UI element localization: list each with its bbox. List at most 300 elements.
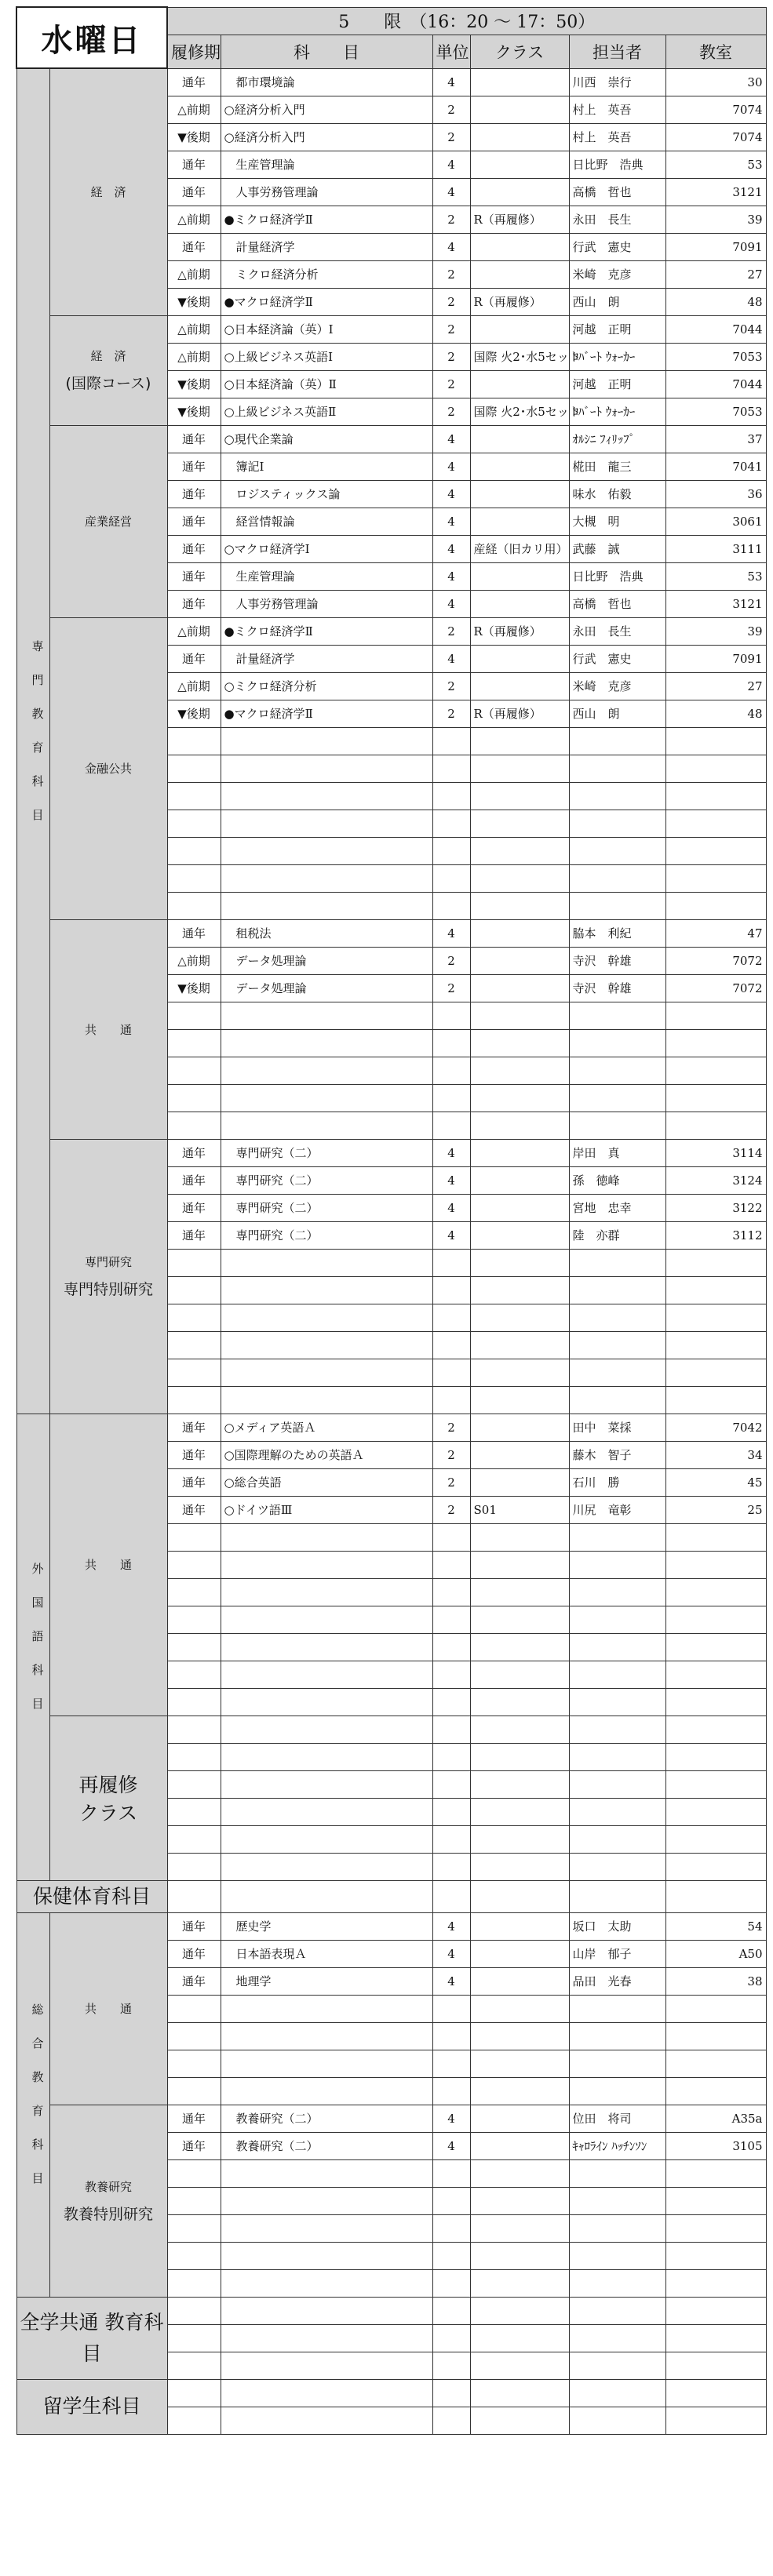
cell-teacher: ｵﾙｼﾆ ﾌｨﾘｯﾌﾟ [569, 425, 665, 453]
cell-class [470, 1386, 569, 1414]
course-row [16, 1139, 766, 1166]
cell-class [470, 1940, 569, 1967]
cell-room: 7091 [665, 645, 766, 672]
cell-term [167, 1606, 221, 1633]
cell-term: 通年 [167, 562, 221, 590]
cell-class: 国際 火2･水5セット [470, 343, 569, 370]
cell-credits: 2 [432, 1496, 470, 1523]
cell-credits: 2 [432, 343, 470, 370]
cell-class: 産経（旧カリ用） [470, 535, 569, 562]
cell-room [665, 1276, 766, 1304]
cell-credits [432, 1002, 470, 1029]
cell-class [470, 1967, 569, 1995]
cell-subject [221, 755, 432, 782]
cell-class [470, 1166, 569, 1194]
cell-teacher [569, 1770, 665, 1798]
cell-subject [221, 1578, 432, 1606]
category-label: 総合教育科目 [30, 2003, 45, 2206]
section-title-text: 共 通 [84, 2002, 132, 2016]
cell-room [665, 2269, 766, 2297]
section-title-text: 専門研究 [84, 1255, 132, 1269]
cell-term: △前期 [167, 315, 221, 343]
cell-credits [432, 810, 470, 837]
cell-teacher [569, 2379, 665, 2407]
cell-class [470, 1633, 569, 1661]
cell-class [470, 453, 569, 480]
cell-credits: 2 [432, 206, 470, 233]
cell-credits: 4 [432, 645, 470, 672]
cell-subject: 人事労務管理論 [221, 590, 432, 617]
cell-credits [432, 864, 470, 892]
empty-row [16, 1716, 766, 1743]
cell-term [167, 1551, 221, 1578]
cell-teacher: 永田 長生 [569, 617, 665, 645]
cell-class [470, 260, 569, 288]
cell-room: 25 [665, 1496, 766, 1523]
cell-subject: ○マクロ経済学Ⅰ [221, 535, 432, 562]
cell-term [167, 1304, 221, 1331]
cell-term [167, 1249, 221, 1276]
cell-term: 通年 [167, 1441, 221, 1468]
cell-class [470, 1139, 569, 1166]
cell-term [167, 1084, 221, 1112]
cell-class [470, 1249, 569, 1276]
cell-class [470, 2269, 569, 2297]
section-title [49, 1912, 167, 2105]
cell-class [470, 480, 569, 508]
cell-room [665, 1002, 766, 1029]
category-zengaku: 全学共通 教育科目 [16, 2297, 167, 2379]
cell-subject: ●ミクロ経済学Ⅱ [221, 206, 432, 233]
cell-credits: 4 [432, 2132, 470, 2159]
cell-subject [221, 1029, 432, 1057]
cell-subject [221, 1995, 432, 2022]
cell-class [470, 96, 569, 123]
cell-subject [221, 2077, 432, 2105]
cell-teacher [569, 1276, 665, 1304]
cell-room [665, 1880, 766, 1912]
cell-subject: 都市環境論 [221, 68, 432, 96]
cell-subject [221, 2324, 432, 2352]
cell-class [470, 1468, 569, 1496]
cell-class [470, 2352, 569, 2379]
cell-teacher: 河越 正明 [569, 315, 665, 343]
cell-term [167, 1578, 221, 1606]
cell-credits [432, 1276, 470, 1304]
cell-term [167, 1029, 221, 1057]
cell-credits: 2 [432, 1441, 470, 1468]
cell-subject [221, 2187, 432, 2214]
cell-subject: 教養研究（二） [221, 2105, 432, 2132]
cell-term [167, 2407, 221, 2434]
cell-term [167, 2050, 221, 2077]
cell-credits [432, 1304, 470, 1331]
cell-room: 3124 [665, 1166, 766, 1194]
cell-subject [221, 1276, 432, 1304]
cell-subject: 簿記Ⅰ [221, 453, 432, 480]
cell-subject: データ処理論 [221, 974, 432, 1002]
cell-subject: ミクロ経済分析 [221, 260, 432, 288]
cell-room: A50 [665, 1940, 766, 1967]
cell-credits [432, 1029, 470, 1057]
cell-class [470, 645, 569, 672]
course-row [16, 1912, 766, 1940]
cell-credits [432, 1606, 470, 1633]
cell-room [665, 1995, 766, 2022]
cell-room [665, 1057, 766, 1084]
cell-room [665, 2379, 766, 2407]
cell-teacher [569, 1002, 665, 1029]
cell-class [470, 892, 569, 919]
cell-teacher [569, 1606, 665, 1633]
cell-room [665, 782, 766, 810]
cell-term [167, 1331, 221, 1359]
cell-credits: 4 [432, 68, 470, 96]
section-title [49, 2105, 167, 2297]
cell-class [470, 178, 569, 206]
cell-term [167, 1880, 221, 1912]
cell-teacher: 藤木 智子 [569, 1441, 665, 1468]
cell-term: 通年 [167, 1496, 221, 1523]
cell-subject [221, 1551, 432, 1578]
cell-term [167, 1523, 221, 1551]
cell-class: R（再履修） [470, 617, 569, 645]
cell-class [470, 2379, 569, 2407]
cell-term: △前期 [167, 96, 221, 123]
header-class: クラス [470, 35, 569, 68]
cell-teacher: 陸 亦群 [569, 1221, 665, 1249]
cell-credits [432, 2187, 470, 2214]
cell-room [665, 1386, 766, 1414]
cell-subject: 計量経済学 [221, 645, 432, 672]
cell-class [470, 123, 569, 151]
cell-credits: 4 [432, 453, 470, 480]
cell-room: 37 [665, 425, 766, 453]
cell-class [470, 1770, 569, 1798]
cell-class [470, 810, 569, 837]
cell-room [665, 1551, 766, 1578]
cell-teacher [569, 1633, 665, 1661]
empty-row [16, 2297, 766, 2324]
cell-teacher [569, 1880, 665, 1912]
cell-subject: ○日本経済論（英）Ⅱ [221, 370, 432, 398]
cell-room [665, 1743, 766, 1770]
cell-subject: ○経済分析入門 [221, 96, 432, 123]
cell-term: 通年 [167, 1166, 221, 1194]
cell-class [470, 1359, 569, 1386]
cell-subject: 計量経済学 [221, 233, 432, 260]
cell-term [167, 1633, 221, 1661]
section-title [49, 1414, 167, 1716]
cell-subject [221, 2214, 432, 2242]
cell-credits [432, 2407, 470, 2434]
cell-teacher: 西山 朗 [569, 700, 665, 727]
course-row [16, 1414, 766, 1441]
cell-room: 3121 [665, 590, 766, 617]
cell-teacher [569, 2297, 665, 2324]
cell-subject [221, 2407, 432, 2434]
cell-credits [432, 1633, 470, 1661]
cell-subject: ○上級ビジネス英語Ⅱ [221, 398, 432, 425]
cell-term: 通年 [167, 535, 221, 562]
cell-room [665, 1523, 766, 1551]
section-title-text: 再履修 クラス [78, 1774, 138, 1825]
cell-teacher [569, 1112, 665, 1139]
cell-room [665, 864, 766, 892]
cell-term [167, 1798, 221, 1825]
cell-subject [221, 1633, 432, 1661]
cell-room: 7041 [665, 453, 766, 480]
cell-term [167, 2242, 221, 2269]
cell-teacher: 岸田 真 [569, 1139, 665, 1166]
cell-teacher [569, 1661, 665, 1688]
cell-term: 通年 [167, 68, 221, 96]
cell-term: ▼後期 [167, 370, 221, 398]
cell-room [665, 1633, 766, 1661]
cell-room [665, 1853, 766, 1880]
section-title-text: 教養研究 [84, 2179, 132, 2194]
cell-term [167, 2379, 221, 2407]
cell-subject: ロジスティックス論 [221, 480, 432, 508]
cell-term: 通年 [167, 2105, 221, 2132]
cell-subject: ○上級ビジネス英語Ⅰ [221, 343, 432, 370]
cell-term: 通年 [167, 1967, 221, 1995]
cell-term: 通年 [167, 480, 221, 508]
cell-teacher: 孫 徳峰 [569, 1166, 665, 1194]
cell-credits [432, 1743, 470, 1770]
cell-class [470, 1880, 569, 1912]
cell-room [665, 2022, 766, 2050]
cell-teacher [569, 1688, 665, 1716]
cell-term [167, 2214, 221, 2242]
cell-room [665, 1716, 766, 1743]
cell-room: A35a [665, 2105, 766, 2132]
cell-class: R（再履修） [470, 206, 569, 233]
cell-teacher [569, 2050, 665, 2077]
cell-subject: ○メディア英語Ａ [221, 1414, 432, 1441]
cell-term [167, 1995, 221, 2022]
cell-room [665, 892, 766, 919]
cell-class [470, 233, 569, 260]
header-credits: 単位 [432, 35, 470, 68]
cell-teacher: 田中 菜採 [569, 1414, 665, 1441]
cell-class [470, 947, 569, 974]
cell-subject: ●マクロ経済学Ⅱ [221, 700, 432, 727]
cell-room [665, 1249, 766, 1276]
cell-subject [221, 1331, 432, 1359]
cell-teacher: 高橋 哲也 [569, 178, 665, 206]
cell-term [167, 2324, 221, 2352]
cell-credits: 4 [432, 1940, 470, 1967]
cell-term [167, 2077, 221, 2105]
cell-teacher: 宮地 忠幸 [569, 1194, 665, 1221]
cell-subject [221, 1523, 432, 1551]
cell-room [665, 2242, 766, 2269]
cell-credits [432, 2159, 470, 2187]
cell-term [167, 1661, 221, 1688]
cell-room [665, 1688, 766, 1716]
cell-teacher [569, 1798, 665, 1825]
cell-room: 27 [665, 260, 766, 288]
cell-credits [432, 837, 470, 864]
cell-class [470, 2407, 569, 2434]
cell-credits [432, 1995, 470, 2022]
cell-class [470, 1661, 569, 1688]
cell-room [665, 1112, 766, 1139]
cell-credits [432, 1716, 470, 1743]
category-sogo [16, 1912, 49, 2297]
cell-room: 7053 [665, 398, 766, 425]
section-title-text: 経 済 [90, 185, 126, 200]
cell-credits [432, 1798, 470, 1825]
cell-credits: 2 [432, 974, 470, 1002]
cell-teacher [569, 837, 665, 864]
cell-subject [221, 2379, 432, 2407]
cell-term: 通年 [167, 1414, 221, 1441]
cell-credits: 2 [432, 700, 470, 727]
cell-subject: 生産管理論 [221, 151, 432, 178]
cell-subject: 租税法 [221, 919, 432, 947]
header-room: 教室 [665, 35, 766, 68]
cell-room: 38 [665, 1967, 766, 1995]
cell-subject [221, 1002, 432, 1029]
cell-credits: 4 [432, 1194, 470, 1221]
cell-subject: 経営情報論 [221, 508, 432, 535]
cell-teacher: 日比野 浩典 [569, 151, 665, 178]
cell-term [167, 2187, 221, 2214]
cell-subject [221, 727, 432, 755]
cell-credits [432, 2022, 470, 2050]
cell-class [470, 2132, 569, 2159]
cell-credits: 2 [432, 260, 470, 288]
cell-class [470, 727, 569, 755]
cell-subject [221, 1386, 432, 1414]
cell-teacher [569, 2352, 665, 2379]
cell-term: ▼後期 [167, 398, 221, 425]
cell-class [470, 974, 569, 1002]
cell-term [167, 1688, 221, 1716]
timetable [16, 6, 767, 2435]
cell-teacher [569, 727, 665, 755]
cell-class [470, 2159, 569, 2187]
cell-term [167, 892, 221, 919]
cell-room: 3114 [665, 1139, 766, 1166]
cell-subject: ○総合英語 [221, 1468, 432, 1496]
course-row [16, 2105, 766, 2132]
cell-subject: 専門研究（二） [221, 1221, 432, 1249]
cell-term: 通年 [167, 1139, 221, 1166]
section-title [49, 1139, 167, 1414]
cell-room [665, 1304, 766, 1331]
cell-class [470, 1551, 569, 1578]
cell-teacher: 河越 正明 [569, 370, 665, 398]
cell-credits: 4 [432, 590, 470, 617]
cell-teacher [569, 2269, 665, 2297]
cell-credits [432, 2297, 470, 2324]
cell-teacher [569, 2077, 665, 2105]
cell-subject [221, 1057, 432, 1084]
cell-class [470, 837, 569, 864]
cell-credits [432, 2214, 470, 2242]
cell-term: △前期 [167, 672, 221, 700]
cell-term: 通年 [167, 1194, 221, 1221]
cell-class [470, 1995, 569, 2022]
cell-credits: 4 [432, 2105, 470, 2132]
cell-teacher [569, 2022, 665, 2050]
cell-term [167, 727, 221, 755]
cell-teacher [569, 1304, 665, 1331]
cell-teacher [569, 810, 665, 837]
cell-credits [432, 727, 470, 755]
cell-class [470, 562, 569, 590]
cell-credits [432, 782, 470, 810]
cell-credits: 2 [432, 96, 470, 123]
header-teacher: 担当者 [569, 35, 665, 68]
cell-term: △前期 [167, 617, 221, 645]
cell-room [665, 1661, 766, 1688]
cell-term [167, 1359, 221, 1386]
cell-teacher: 寺沢 幹雄 [569, 947, 665, 974]
cell-room: 3105 [665, 2132, 766, 2159]
cell-credits: 2 [432, 1414, 470, 1441]
cell-credits: 4 [432, 1967, 470, 1995]
cell-subject: ○ミクロ経済分析 [221, 672, 432, 700]
cell-credits: 4 [432, 425, 470, 453]
cell-teacher [569, 1249, 665, 1276]
cell-teacher [569, 1331, 665, 1359]
cell-term [167, 782, 221, 810]
cell-class [470, 1414, 569, 1441]
cell-subject: 専門研究（二） [221, 1194, 432, 1221]
cell-room: 27 [665, 672, 766, 700]
cell-teacher [569, 1551, 665, 1578]
cell-term: △前期 [167, 206, 221, 233]
cell-credits: 4 [432, 919, 470, 947]
cell-room [665, 755, 766, 782]
cell-class [470, 2105, 569, 2132]
cell-credits [432, 2324, 470, 2352]
cell-room: 7044 [665, 370, 766, 398]
cell-room: 7074 [665, 123, 766, 151]
cell-credits: 2 [432, 370, 470, 398]
cell-room [665, 1084, 766, 1112]
period-heading: 5 限 （16：20 ～ 17：50） [167, 7, 766, 35]
category-label: 専門教育科目 [30, 639, 45, 842]
cell-room: 54 [665, 1912, 766, 1940]
cell-teacher: 山岸 郁子 [569, 1940, 665, 1967]
cell-teacher [569, 1743, 665, 1770]
cell-room [665, 1578, 766, 1606]
cell-credits: 2 [432, 288, 470, 315]
cell-teacher [569, 1057, 665, 1084]
cell-class [470, 425, 569, 453]
cell-class [470, 68, 569, 96]
cell-class [470, 672, 569, 700]
section-title [49, 1716, 167, 1880]
cell-teacher [569, 1825, 665, 1853]
cell-term: 通年 [167, 2132, 221, 2159]
cell-credits [432, 1853, 470, 1880]
cell-teacher: 米崎 克彦 [569, 260, 665, 288]
course-row [16, 919, 766, 947]
cell-teacher: 村上 英吾 [569, 96, 665, 123]
cell-term: 通年 [167, 508, 221, 535]
cell-credits [432, 2352, 470, 2379]
cell-class [470, 1276, 569, 1304]
cell-class [470, 370, 569, 398]
cell-teacher: 脇本 利紀 [569, 919, 665, 947]
cell-subject [221, 1853, 432, 1880]
